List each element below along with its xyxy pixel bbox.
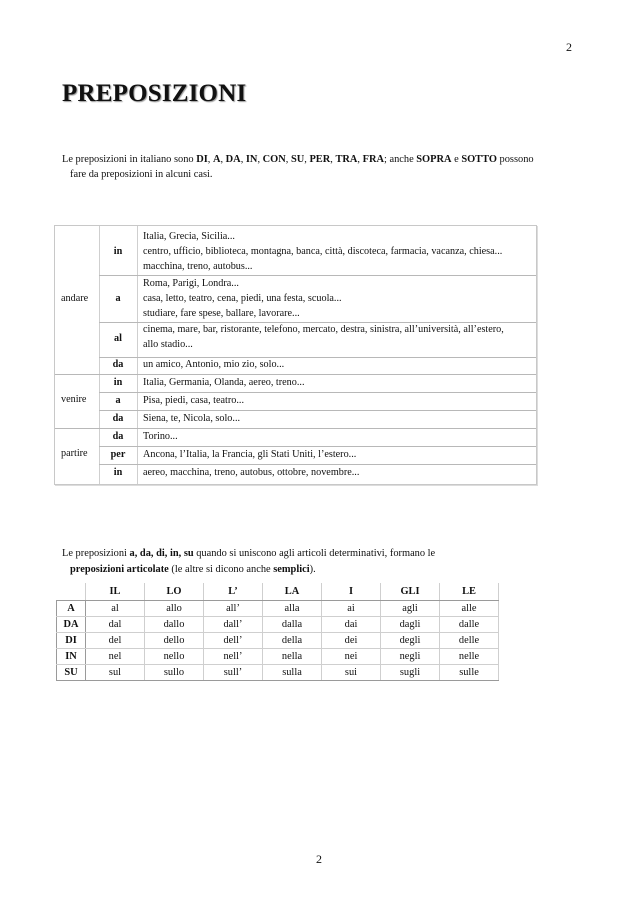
prep-keyword: DI <box>196 154 208 165</box>
example-line: allo stadio... <box>143 338 193 350</box>
intro-line-1 <box>62 153 567 168</box>
form-cell: nelle <box>440 649 499 665</box>
row-prep: IN <box>57 649 86 665</box>
form-cell: dello <box>145 633 204 649</box>
page-number-bottom: 2 <box>316 852 322 866</box>
form-cell: alla <box>263 601 322 617</box>
form-cell: nella <box>263 649 322 665</box>
prep-cell: da <box>112 431 124 442</box>
articulated-intro <box>62 546 567 577</box>
form-cell: ai <box>322 601 381 617</box>
examples-cell <box>143 230 502 274</box>
prep-cell: per <box>110 449 126 460</box>
article-header: L’ <box>204 583 263 601</box>
form-cell: dallo <box>145 617 204 633</box>
form-cell: dalla <box>263 617 322 633</box>
prep-cell: da <box>112 413 124 424</box>
prep-cell: in <box>113 246 123 257</box>
intro-line-2: fare da preposizioni in alcuni casi. <box>70 168 213 180</box>
form-cell: agli <box>381 601 440 617</box>
intro2-text: Le preposizioni <box>62 548 130 559</box>
intro-text: ; anche <box>383 154 417 165</box>
form-cell: dal <box>86 617 145 633</box>
prep-cell: al <box>114 333 122 344</box>
intro2-bold: semplici <box>273 563 310 575</box>
intro2-text: quando si uniscono agli articoli determinativi, formano le <box>193 548 436 559</box>
articulated-intro-line-2 <box>62 562 567 578</box>
intro-text: , <box>330 154 336 165</box>
form-cell: nel <box>86 649 145 665</box>
prep-cell: a <box>115 293 121 304</box>
form-cell: dei <box>322 633 381 649</box>
intro-text: possono <box>496 154 534 165</box>
table-row <box>57 665 499 681</box>
row-prep: SU <box>57 665 86 681</box>
form-cell: della <box>263 633 322 649</box>
row-divider <box>99 464 536 465</box>
row-prep: A <box>57 601 86 617</box>
example-line: macchina, treno, autobus... <box>143 260 253 272</box>
articulated-prepositions-table <box>56 583 499 681</box>
form-cell: dall’ <box>204 617 263 633</box>
article-header: GLI <box>381 583 440 601</box>
form-cell: delle <box>440 633 499 649</box>
form-cell: nei <box>322 649 381 665</box>
form-cell: dai <box>322 617 381 633</box>
example-line: studiare, fare spese, ballare, lavorare... <box>143 307 300 319</box>
article-header: LA <box>263 583 322 601</box>
intro-paragraph <box>62 153 567 182</box>
example-line: centro, ufficio, biblioteca, montagna, banca, città, discoteca, farmacia, vacanza, chiesa... <box>143 245 503 257</box>
form-cell: all’ <box>204 601 263 617</box>
prep-keyword: SU <box>290 154 305 165</box>
examples-cell: aereo, macchina, treno, autobus, ottobre, novembre... <box>143 467 360 478</box>
table-row <box>57 649 499 665</box>
row-divider <box>55 374 536 375</box>
form-cell: sugli <box>381 665 440 681</box>
form-cell: sui <box>322 665 381 681</box>
verb-preposition-table <box>54 225 537 485</box>
form-cell: dagli <box>381 617 440 633</box>
prep-keyword: SOTTO <box>461 154 497 165</box>
examples-cell <box>143 277 342 321</box>
table-row <box>57 601 499 617</box>
verb-andare: andare <box>61 293 89 304</box>
examples-cell: Italia, Germania, Olanda, aereo, treno... <box>143 377 305 388</box>
form-cell: al <box>86 601 145 617</box>
form-cell: dell’ <box>204 633 263 649</box>
intro-text: , <box>240 154 246 165</box>
intro-text: , <box>220 154 226 165</box>
form-cell: nello <box>145 649 204 665</box>
form-cell: allo <box>145 601 204 617</box>
corner-cell <box>57 583 86 601</box>
form-cell: sulla <box>263 665 322 681</box>
table-row <box>57 617 499 633</box>
article-header: LO <box>145 583 204 601</box>
intro2-bold: preposizioni articolate <box>70 563 169 575</box>
prep-keyword: FRA <box>362 154 384 165</box>
examples-cell: un amico, Antonio, mio zio, solo... <box>143 359 285 370</box>
prep-keyword: TRA <box>335 154 358 165</box>
examples-cell: Ancona, l’Italia, la Francia, gli Stati Uniti, l’estero... <box>143 449 357 460</box>
form-cell: nell’ <box>204 649 263 665</box>
row-divider <box>99 410 536 411</box>
prep-cell: in <box>113 377 123 388</box>
prep-cell: a <box>115 395 121 406</box>
form-cell: sulle <box>440 665 499 681</box>
intro-text: , <box>257 154 263 165</box>
example-line: Italia, Grecia, Sicilia... <box>143 231 235 242</box>
example-line: casa, letto, teatro, cena, piedi, una festa, scuola... <box>143 292 342 304</box>
row-prep: DI <box>57 633 86 649</box>
row-divider <box>99 275 536 276</box>
prep-keyword: A <box>212 154 221 165</box>
form-cell: degli <box>381 633 440 649</box>
intro-text: , <box>285 154 291 165</box>
intro-text: , <box>304 154 310 165</box>
page-title: PREPOSIZIONI <box>62 80 247 107</box>
form-cell: sul <box>86 665 145 681</box>
examples-cell: Torino... <box>143 431 178 442</box>
verb-venire: venire <box>61 394 87 405</box>
table-header-row <box>57 583 499 601</box>
article-header: IL <box>86 583 145 601</box>
page-number-top: 2 <box>566 40 572 54</box>
form-cell: sullo <box>145 665 204 681</box>
form-cell: sull’ <box>204 665 263 681</box>
intro-text: , <box>207 154 213 165</box>
intro2-bold: a, da, di, in, su <box>129 548 194 559</box>
prep-keyword: CON <box>262 154 286 165</box>
row-divider <box>99 392 536 393</box>
verb-partire: partire <box>61 448 88 459</box>
examples-cell <box>143 323 504 353</box>
articulated-intro-line-1 <box>62 546 567 562</box>
intro2-text: ). <box>309 563 316 575</box>
row-divider <box>55 428 536 429</box>
article-header: LE <box>440 583 499 601</box>
intro-text: , <box>357 154 363 165</box>
intro-text: e <box>451 154 462 165</box>
article-header: I <box>322 583 381 601</box>
intro-text: Le preposizioni in italiano sono <box>62 154 197 165</box>
examples-cell: Siena, te, Nicola, solo... <box>143 413 241 424</box>
prep-cell: da <box>112 359 124 370</box>
prep-keyword: PER <box>309 154 331 165</box>
prep-keyword: SOPRA <box>416 154 452 165</box>
intro2-text: (le altre si dicono anche <box>168 563 274 575</box>
form-cell: alle <box>440 601 499 617</box>
prep-keyword: DA <box>225 154 241 165</box>
prep-cell: in <box>113 467 123 478</box>
form-cell: negli <box>381 649 440 665</box>
row-prep: DA <box>57 617 86 633</box>
example-line: cinema, mare, bar, ristorante, telefono, mercato, destra, sinistra, all’università, all’estero, <box>143 324 504 335</box>
prep-keyword: IN <box>245 154 258 165</box>
examples-cell: Pisa, piedi, casa, teatro... <box>143 395 244 406</box>
table-row <box>57 633 499 649</box>
form-cell: del <box>86 633 145 649</box>
example-line: Roma, Parigi, Londra... <box>143 278 239 289</box>
row-divider <box>99 446 536 447</box>
form-cell: dalle <box>440 617 499 633</box>
